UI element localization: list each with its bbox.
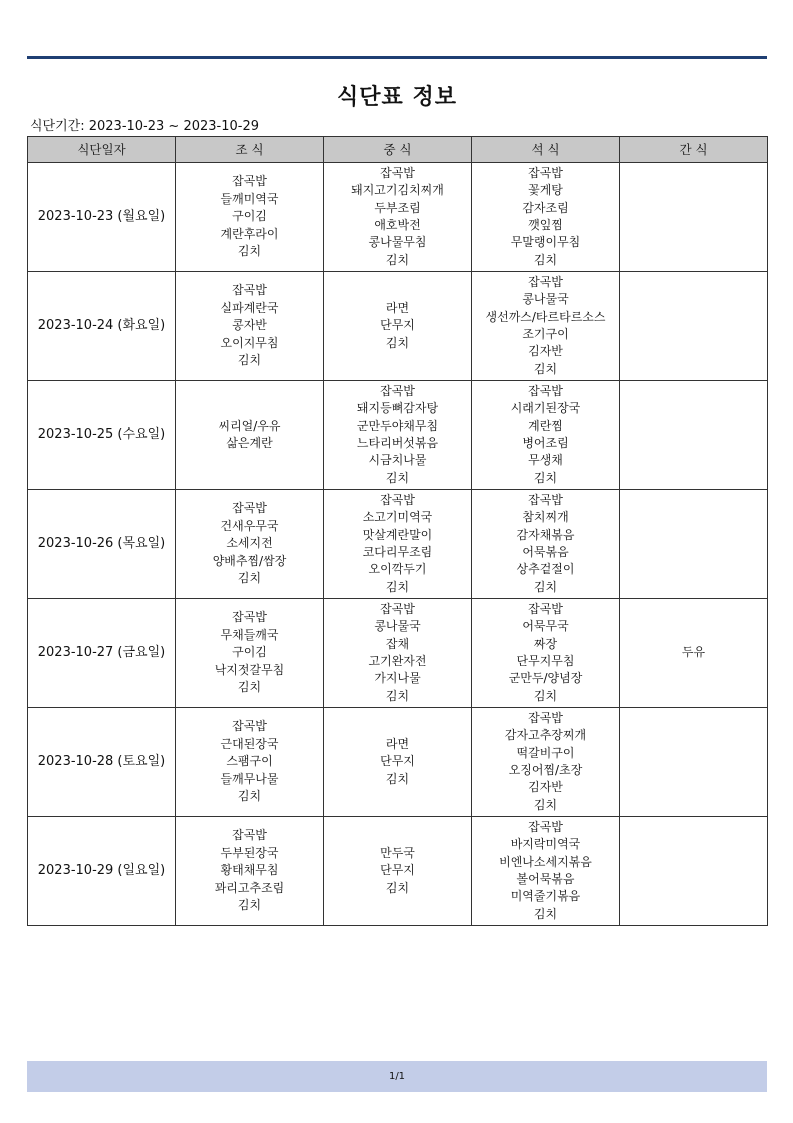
menu-item: 라면 <box>385 736 410 751</box>
menu-item: 김치 <box>533 579 558 594</box>
menu-item: 군만두/양념장 <box>508 671 583 686</box>
menu-item: 김치 <box>385 688 410 703</box>
menu-item: 김치 <box>533 906 558 921</box>
menu-item: 김자반 <box>528 780 563 795</box>
menu-item: 김치 <box>533 470 558 485</box>
lunch-cell <box>324 163 472 272</box>
menu-item: 소고기미역국 <box>362 510 433 525</box>
menu-item: 잡곡밥 <box>380 492 415 507</box>
menu-item: 단무지무침 <box>516 654 575 668</box>
menu-item: 잡곡밥 <box>528 383 563 398</box>
breakfast-cell <box>176 381 324 490</box>
date-cell: 2023-10-28 (토요일) <box>28 708 176 817</box>
menu-item: 코다리무조림 <box>362 545 433 559</box>
menu-item: 소세지전 <box>226 536 273 551</box>
menu-item: 씨리얼/우유 <box>218 418 281 433</box>
menu-item: 황태채무침 <box>220 863 279 878</box>
menu-item: 김치 <box>385 335 410 350</box>
top-rule <box>27 56 767 59</box>
menu-item: 김치 <box>237 898 262 913</box>
date-cell: 2023-10-27 (금요일) <box>28 599 176 708</box>
menu-item: 잡곡밥 <box>528 492 563 507</box>
snack-cell <box>620 599 768 708</box>
menu-item: 잡곡밥 <box>380 383 415 398</box>
lunch-cell <box>324 381 472 490</box>
menu-table <box>27 136 768 926</box>
header-dinner: 석 식 <box>472 137 620 163</box>
menu-item: 비엔나소세지볶음 <box>499 854 592 869</box>
menu-item: 잡곡밥 <box>232 610 267 625</box>
menu-item: 김치 <box>237 789 262 804</box>
menu-item: 양배추찜/쌈장 <box>212 553 287 568</box>
menu-item: 잡곡밥 <box>232 174 267 189</box>
menu-item: 떡갈비구이 <box>516 745 575 760</box>
menu-item: 애호박전 <box>374 218 421 232</box>
menu-item: 오이지무침 <box>220 335 279 350</box>
menu-item: 실파계란국 <box>220 300 279 315</box>
menu-item: 미역줄기볶음 <box>510 889 581 904</box>
menu-item: 두유 <box>681 645 706 660</box>
menu-item: 잡곡밥 <box>528 819 563 834</box>
date-cell: 2023-10-24 (화요일) <box>28 272 176 381</box>
menu-item: 김치 <box>385 771 410 786</box>
menu-item: 계란후라이 <box>220 226 279 241</box>
menu-item: 잡곡밥 <box>528 710 563 725</box>
snack-cell <box>620 490 768 599</box>
menu-item: 꽃게탕 <box>528 183 563 198</box>
menu-item: 상추겉절이 <box>516 562 575 577</box>
menu-item: 어묵무국 <box>522 619 569 634</box>
breakfast-cell <box>176 163 324 272</box>
menu-item: 김치 <box>385 470 410 485</box>
menu-item: 돼지등뼈감자탕 <box>356 401 439 416</box>
menu-item: 콩나물국 <box>522 292 569 307</box>
menu-item: 잡곡밥 <box>232 828 267 843</box>
menu-item: 김치 <box>533 797 558 812</box>
page-number: 1/1 <box>388 1071 406 1082</box>
menu-item: 삶은계란 <box>226 436 273 450</box>
table-row <box>28 490 768 599</box>
menu-table-body <box>28 163 768 926</box>
menu-item: 깻잎찜 <box>528 218 563 232</box>
menu-item: 건새우무국 <box>220 518 279 533</box>
menu-item: 김자반 <box>528 344 563 359</box>
menu-item: 구이김 <box>232 209 267 224</box>
menu-item: 잡곡밥 <box>528 165 563 180</box>
menu-item: 꽈리고추조림 <box>214 880 285 895</box>
menu-item: 들깨미역국 <box>220 191 279 206</box>
snack-cell <box>620 272 768 381</box>
dinner-cell <box>472 490 620 599</box>
menu-item: 감자조림 <box>522 200 569 215</box>
menu-item: 잡채 <box>385 636 410 651</box>
menu-item: 구이김 <box>232 645 267 660</box>
header-breakfast: 조 식 <box>176 137 324 163</box>
lunch-cell <box>324 817 472 926</box>
dinner-cell <box>472 817 620 926</box>
menu-item: 잡곡밥 <box>528 274 563 289</box>
menu-item: 잡곡밥 <box>380 601 415 616</box>
dinner-cell <box>472 599 620 708</box>
menu-item: 맛살계란말이 <box>362 527 433 542</box>
menu-item: 잡곡밥 <box>232 719 267 734</box>
menu-item: 김치 <box>237 680 262 695</box>
menu-item: 콩자반 <box>232 318 267 333</box>
menu-item: 김치 <box>237 353 262 368</box>
page-footer <box>27 1061 767 1092</box>
menu-item: 낙지젓갈무침 <box>214 662 285 677</box>
menu-item: 돼지고기김치찌개 <box>351 183 444 198</box>
date-cell: 2023-10-29 (일요일) <box>28 817 176 926</box>
menu-item: 무채들깨국 <box>220 627 279 642</box>
menu-item: 김치 <box>533 252 558 267</box>
menu-item: 단무지 <box>380 863 415 878</box>
menu-item: 고기완자전 <box>368 654 427 668</box>
snack-cell <box>620 163 768 272</box>
menu-item: 들깨무나물 <box>220 771 279 786</box>
menu-item: 군만두야채무침 <box>356 418 439 433</box>
breakfast-cell <box>176 708 324 817</box>
menu-item: 김치 <box>237 244 262 259</box>
lunch-cell <box>324 490 472 599</box>
table-header-row <box>28 137 768 163</box>
menu-period: 식단기간: 2023-10-23 ~ 2023-10-29 <box>30 119 260 134</box>
menu-item: 참치찌개 <box>522 510 569 525</box>
menu-item: 스팸구이 <box>226 754 273 769</box>
menu-item: 볼어묵볶음 <box>516 872 575 886</box>
date-cell: 2023-10-25 (수요일) <box>28 381 176 490</box>
snack-cell <box>620 381 768 490</box>
breakfast-cell <box>176 599 324 708</box>
menu-item: 콩나물국 <box>374 619 421 634</box>
table-row <box>28 708 768 817</box>
menu-item: 바지락미역국 <box>510 837 581 852</box>
menu-item: 병어조림 <box>522 436 569 450</box>
breakfast-cell <box>176 817 324 926</box>
lunch-cell <box>324 708 472 817</box>
menu-item: 김치 <box>533 361 558 376</box>
page-title: 식단표 정보 <box>337 85 457 110</box>
menu-item: 만두국 <box>380 845 415 860</box>
breakfast-cell <box>176 490 324 599</box>
menu-item: 계란찜 <box>528 418 563 433</box>
menu-item: 무말랭이무침 <box>510 235 581 250</box>
menu-item: 잡곡밥 <box>232 501 267 516</box>
menu-item: 무생채 <box>528 453 563 468</box>
table-row <box>28 163 768 272</box>
dinner-cell <box>472 272 620 381</box>
table-row <box>28 817 768 926</box>
menu-item: 시래기된장국 <box>510 401 581 416</box>
menu-item: 잡곡밥 <box>528 601 563 616</box>
menu-item: 생선까스/타르타르소스 <box>485 309 606 324</box>
menu-item: 어묵볶음 <box>522 545 569 559</box>
menu-item: 단무지 <box>380 318 415 333</box>
menu-item: 가지나물 <box>374 671 421 686</box>
menu-item: 느타리버섯볶음 <box>356 436 439 450</box>
menu-item: 단무지 <box>380 754 415 769</box>
menu-item: 짜장 <box>533 636 558 651</box>
menu-item: 근대된장국 <box>220 736 279 751</box>
menu-item: 조기구이 <box>522 327 569 341</box>
menu-item: 김치 <box>385 252 410 267</box>
snack-cell <box>620 817 768 926</box>
menu-item: 김치 <box>385 579 410 594</box>
date-cell: 2023-10-26 (목요일) <box>28 490 176 599</box>
dinner-cell <box>472 381 620 490</box>
menu-item: 시금치나물 <box>368 453 427 468</box>
lunch-cell <box>324 272 472 381</box>
breakfast-cell <box>176 272 324 381</box>
menu-item: 김치 <box>237 571 262 586</box>
table-row <box>28 272 768 381</box>
menu-item: 콩나물무침 <box>368 235 427 250</box>
menu-item: 잡곡밥 <box>232 283 267 298</box>
dinner-cell <box>472 163 620 272</box>
menu-item: 두부조림 <box>374 200 421 215</box>
lunch-cell <box>324 599 472 708</box>
menu-item: 두부된장국 <box>220 845 279 860</box>
dinner-cell <box>472 708 620 817</box>
menu-item: 감자고추장찌개 <box>504 728 587 743</box>
date-cell: 2023-10-23 (월요일) <box>28 163 176 272</box>
menu-item: 감자채볶음 <box>516 527 575 542</box>
snack-cell <box>620 708 768 817</box>
menu-item: 오징어찜/초장 <box>508 763 583 777</box>
header-date: 식단일자 <box>28 137 176 163</box>
menu-item: 잡곡밥 <box>380 165 415 180</box>
menu-item: 김치 <box>385 880 410 895</box>
menu-item: 오이깍두기 <box>368 562 427 577</box>
menu-item: 라면 <box>385 300 410 315</box>
menu-item: 김치 <box>533 688 558 703</box>
table-row <box>28 599 768 708</box>
header-snack: 간 식 <box>620 137 768 163</box>
table-row <box>28 381 768 490</box>
header-lunch: 중 식 <box>324 137 472 163</box>
